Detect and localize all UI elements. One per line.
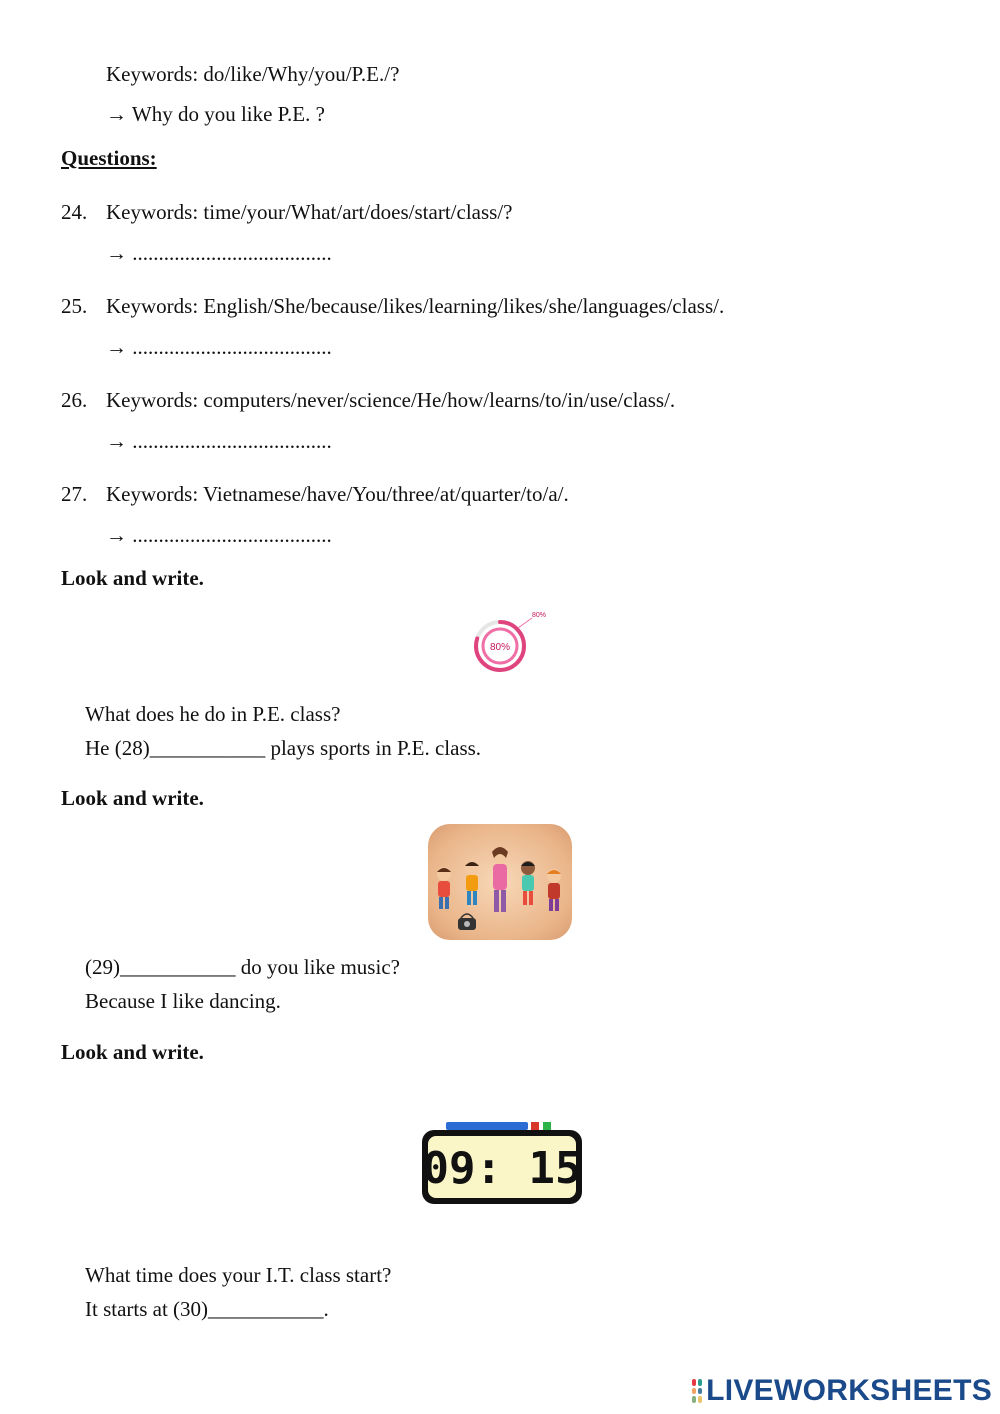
- questions-heading: Questions:: [61, 146, 157, 170]
- answer-line-25[interactable]: → ......................................: [106, 335, 332, 359]
- question-number-24: 24.: [61, 200, 88, 224]
- percentage-gauge-icon: [466, 606, 550, 680]
- section3-question: What time does your I.T. class start?: [85, 1263, 392, 1287]
- question-number-27: 27.: [61, 482, 88, 506]
- section3-answer-30[interactable]: It starts at (30)___________.: [85, 1297, 329, 1321]
- digital-clock-icon: [418, 1120, 586, 1208]
- children-dancing-image: [428, 824, 572, 940]
- question-number-26: 26.: [61, 388, 88, 412]
- question-keywords-25: Keywords: English/She/because/likes/learning/likes/she/languages/class/.: [106, 294, 725, 318]
- question-keywords-24: Keywords: time/your/What/art/does/start/class/?: [106, 200, 513, 224]
- section1-answer-28[interactable]: He (28)___________ plays sports in P.E. class.: [85, 736, 482, 760]
- answer-line-26[interactable]: → ......................................: [106, 429, 332, 453]
- section2-heading: Look and write.: [61, 786, 204, 810]
- example-keywords: Keywords: do/like/Why/you/P.E./?: [106, 62, 400, 86]
- question-number-25: 25.: [61, 294, 88, 318]
- brand-name: LIVEWORKSHEETS: [706, 1374, 992, 1407]
- logo-grid-icon: [692, 1379, 702, 1403]
- question-keywords-27: Keywords: Vietnamese/have/You/three/at/quarter/to/a/.: [106, 482, 569, 506]
- gauge-callout: 80%: [532, 612, 547, 619]
- section2-question-29[interactable]: (29)___________ do you like music?: [85, 955, 400, 979]
- section1-question: What does he do in P.E. class?: [85, 702, 341, 726]
- gauge-label: 80%: [489, 642, 511, 653]
- question-keywords-26: Keywords: computers/never/science/He/how/learns/to/in/use/class/.: [106, 388, 676, 412]
- example-answer: → Why do you like P.E. ?: [106, 102, 325, 126]
- section2-answer: Because I like dancing.: [85, 989, 281, 1013]
- answer-line-24[interactable]: → ......................................: [106, 241, 332, 265]
- answer-line-27[interactable]: → ......................................: [106, 523, 332, 547]
- section3-heading: Look and write.: [61, 1040, 204, 1064]
- clock-time: 09: 15: [422, 1143, 582, 1194]
- liveworksheets-logo: [692, 1374, 992, 1408]
- section1-heading: Look and write.: [61, 566, 204, 590]
